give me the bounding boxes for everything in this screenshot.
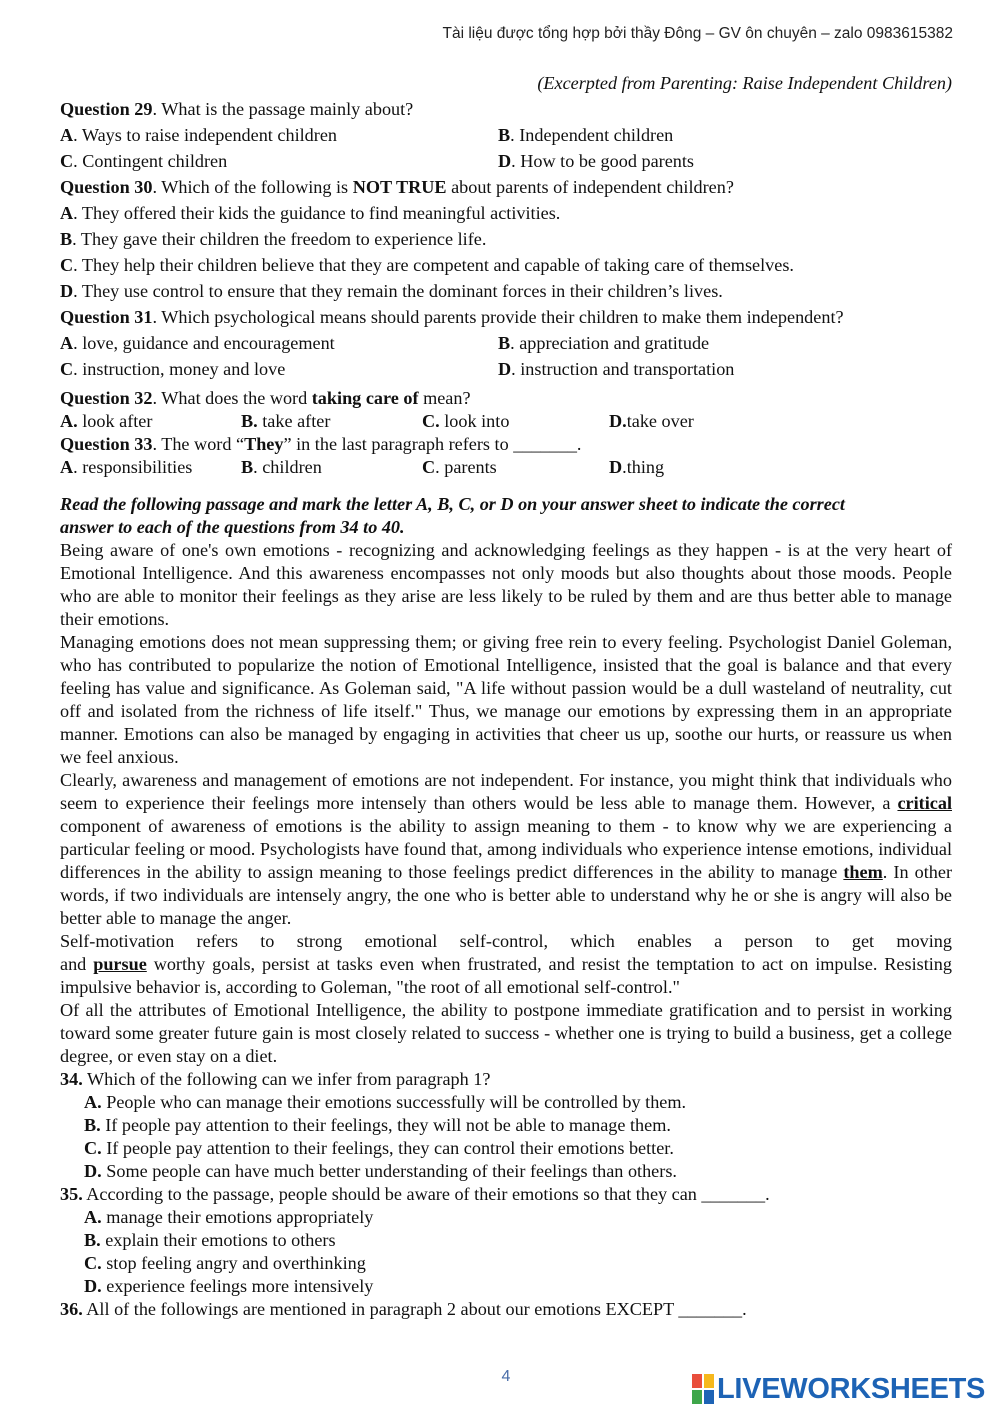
option-c[interactable] (60, 150, 498, 173)
option-text: . They offered their kids the guidance to find meaningful activities. (73, 203, 561, 223)
option-d[interactable] (60, 1275, 952, 1298)
question-text: mean? (418, 388, 471, 408)
option-text: . love, guidance and encouragement (73, 333, 335, 353)
option-text: . children (253, 457, 322, 477)
option-a[interactable] (60, 1206, 952, 1229)
option-b[interactable] (241, 456, 422, 479)
option-text: . parents (435, 457, 497, 477)
option-a[interactable] (60, 456, 241, 479)
question-29 (60, 98, 952, 121)
passage-text: Self-motivation refers to strong emotional self-control, which enables a person to get moving (60, 931, 952, 951)
option-text: stop feeling angry and overthinking (101, 1253, 366, 1273)
question-35 (60, 1183, 952, 1206)
option-letter: C (60, 359, 74, 379)
question-text: ” in the last paragraph refers to _______. (283, 434, 582, 454)
option-a[interactable] (60, 202, 952, 225)
question-emphasis: taking care of (311, 388, 419, 408)
question-label: Question 31 (60, 307, 153, 327)
option-letter: B (498, 333, 511, 353)
option-text: . Contingent children (73, 151, 228, 171)
instruction-line: answer to each of the questions from 34 to 40. (60, 517, 405, 537)
option-b[interactable] (60, 228, 952, 251)
liveworksheets-logo-icon (692, 1374, 714, 1404)
option-letter: D (60, 281, 74, 301)
question-label: 34. (60, 1069, 83, 1089)
passage-paragraph-4 (60, 930, 952, 999)
option-b[interactable] (498, 124, 673, 147)
question-text: . What does the word (152, 388, 312, 408)
page-header: Tài liệu được tổng hợp bởi thầy Đông – GV ôn chuyên – zalo 0983615382 (442, 25, 953, 42)
source-note: (Excerpted from Parenting: Raise Independent Children) (537, 73, 952, 93)
question-label: Question 33 (60, 434, 153, 454)
question-emphasis: They (244, 434, 284, 454)
option-text: . instruction, money and love (73, 359, 286, 379)
worksheet-content (60, 71, 952, 1321)
option-letter: A (60, 457, 74, 477)
option-letter: A. (60, 411, 78, 431)
option-c[interactable] (422, 456, 609, 479)
option-text: explain their emotions to others (100, 1230, 336, 1250)
options-row (60, 332, 952, 355)
option-d[interactable] (609, 456, 664, 479)
option-d[interactable] (498, 150, 694, 173)
option-d[interactable] (609, 410, 694, 433)
passage-text: Clearly, awareness and management of emotions are not independent. For instance, you might think that individuals who seem to experience their feelings more intensely than others would be less able to manage them. However, a (60, 770, 952, 813)
option-d[interactable] (60, 1160, 952, 1183)
option-letter: A (60, 203, 74, 223)
option-letter: B. (84, 1115, 101, 1135)
option-letter: D. (84, 1276, 102, 1296)
option-a[interactable] (60, 1091, 952, 1114)
page-number: 4 (501, 1368, 511, 1385)
option-text: look into (439, 411, 510, 431)
option-a[interactable] (60, 124, 498, 147)
option-text: take after (257, 411, 331, 431)
option-letter: C (422, 457, 436, 477)
option-letter: D. (609, 411, 627, 431)
question-label: 36. (60, 1299, 83, 1319)
options-row (60, 124, 952, 147)
options-row (60, 358, 952, 381)
question-33 (60, 433, 952, 456)
option-a[interactable] (60, 410, 241, 433)
question-30 (60, 176, 952, 199)
passage-text: . In other words, if two individuals are intensely angry, the one who is better able to understand why he or she is angry will also be better able to manage the anger. (60, 862, 952, 928)
option-letter: A (60, 125, 74, 145)
option-c[interactable] (60, 254, 952, 277)
passage-text: component of awareness of emotions is the ability to assign meaning to them - to know why we are experiencing a particular feeling or mood. Psychologists have found that, among individuals who experience intense emotions, individual differences in the ability to assign meaning to those feelings predict differences in the ability to manage (60, 816, 952, 882)
option-text: . They gave their children the freedom to experience life. (72, 229, 487, 249)
question-31 (60, 306, 952, 329)
options-row (60, 456, 952, 479)
question-label: 35. (60, 1184, 83, 1204)
question-text: . The word “ (152, 434, 245, 454)
options-row (60, 410, 952, 433)
question-label: Question 30 (60, 177, 153, 197)
question-emphasis: NOT TRUE (352, 177, 447, 197)
question-label: Question 29 (60, 99, 153, 119)
option-b[interactable] (60, 1229, 952, 1252)
option-text: . Independent children (510, 125, 674, 145)
option-text: . instruction and transportation (511, 359, 735, 379)
question-36 (60, 1298, 952, 1321)
highlighted-word-pursue: pursue (93, 954, 147, 974)
option-d[interactable] (498, 358, 734, 381)
option-text: experience feelings more intensively (101, 1276, 374, 1296)
option-letter: B. (84, 1230, 101, 1250)
passage-paragraph-3 (60, 769, 952, 930)
passage-paragraph-1: Being aware of one's own emotions - recognizing and acknowledging feelings as they happen - is at the very heart of Emotional Intelligence. And this awareness encompasses not only moods but also thoughts about those moods. People who are able to monitor their feelings as they arise are less likely to be ruled by them and are thus better able to manage their emotions. (60, 540, 952, 629)
option-letter: D (498, 359, 512, 379)
option-letter: A (60, 333, 74, 353)
options-row (60, 150, 952, 173)
question-label: Question 32 (60, 388, 153, 408)
option-text: People who can manage their emotions successfully will be controlled by them. (101, 1092, 687, 1112)
option-letter: A. (84, 1207, 102, 1227)
option-letter: C. (422, 411, 440, 431)
option-text: manage their emotions appropriately (101, 1207, 374, 1227)
highlighted-word-them: them (843, 862, 883, 882)
option-c[interactable] (60, 1252, 952, 1275)
option-text: If people pay attention to their feelings, they will not be able to manage them. (100, 1115, 671, 1135)
question-32 (60, 387, 952, 410)
question-text: Which of the following can we infer from paragraph 1? (82, 1069, 491, 1089)
option-letter: C. (84, 1138, 102, 1158)
option-letter: C (60, 255, 74, 275)
passage-text: and (60, 954, 94, 974)
option-text: Some people can have much better understanding of their feelings than others. (101, 1161, 677, 1181)
option-text: .thing (622, 457, 665, 477)
option-text: . They use control to ensure that they remain the dominant forces in their children’s lives. (73, 281, 723, 301)
highlighted-word-critical: critical (897, 793, 952, 813)
brand-name: LIVEWORKSHEETS (717, 1373, 986, 1405)
passage-paragraph-5: Of all the attributes of Emotional Intelligence, the ability to postpone immediate gratification and to persist in working toward some greater future gain is most closely related to success - whether one is trying to build a business, get a college degree, or even stay on a diet. (60, 1000, 952, 1066)
option-b[interactable] (60, 1114, 952, 1137)
option-text: . They help their children believe that they are competent and capable of taking care of themselves. (73, 255, 794, 275)
reading-instruction (60, 493, 952, 539)
option-text: . Ways to raise independent children (73, 125, 338, 145)
option-letter: B (498, 125, 511, 145)
option-letter: D. (84, 1161, 102, 1181)
option-letter: C. (84, 1253, 102, 1273)
option-text: take over (626, 411, 694, 431)
question-text: . Which of the following is (152, 177, 353, 197)
question-text: about parents of independent children? (446, 177, 734, 197)
option-text: . How to be good parents (511, 151, 694, 171)
option-letter: A. (84, 1092, 102, 1112)
option-d[interactable] (60, 280, 952, 303)
liveworksheets-logo[interactable] (692, 1372, 985, 1406)
question-text: All of the followings are mentioned in paragraph 2 about our emotions EXCEPT _______. (82, 1299, 747, 1319)
option-letter: D (498, 151, 512, 171)
option-letter: B. (241, 411, 258, 431)
option-letter: C (60, 151, 74, 171)
option-c[interactable] (60, 1137, 952, 1160)
option-c[interactable] (422, 410, 609, 433)
instruction-line: Read the following passage and mark the letter A, B, C, or D on your answer sheet to indicate the correct (60, 494, 845, 514)
option-b[interactable] (241, 410, 422, 433)
option-text: . responsibilities (73, 457, 193, 477)
question-text: . What is the passage mainly about? (152, 99, 414, 119)
option-text: If people pay attention to their feelings, they can control their emotions better. (101, 1138, 674, 1158)
option-c[interactable] (60, 358, 498, 381)
option-text: look after (77, 411, 153, 431)
option-letter: D (609, 457, 623, 477)
option-a[interactable] (60, 332, 498, 355)
option-text: . appreciation and gratitude (510, 333, 710, 353)
option-b[interactable] (498, 332, 709, 355)
passage-paragraph-2: Managing emotions does not mean suppressing them; or giving free rein to every feeling. Psychologist Daniel Goleman, who has contributed to popularize the notion of Emotional Intelligence, insisted that the goal is balance and that every feeling has value and significance. As Goleman said, "A life without passion would be a dull wasteland of neutrality, cut off and isolated from the richness of life itself." Thus, we manage our emotions by expressing them in an appropriate manner. Emotions can also be managed by engaging in activities that cheer us up, soothe our hurts, or reassure us when we feel anxious. (60, 632, 952, 767)
passage-text: worthy goals, persist at tasks even when frustrated, and resist the temptation to act on impulse. Resisting impulsive behavior is, according to Goleman, "the root of all emotional self-control." (60, 954, 952, 997)
question-text: According to the passage, people should be aware of their emotions so that they can _______. (82, 1184, 770, 1204)
question-text: . Which psychological means should parents provide their children to make them independent? (152, 307, 844, 327)
question-34 (60, 1068, 952, 1091)
option-letter: B (241, 457, 254, 477)
option-letter: B (60, 229, 73, 249)
